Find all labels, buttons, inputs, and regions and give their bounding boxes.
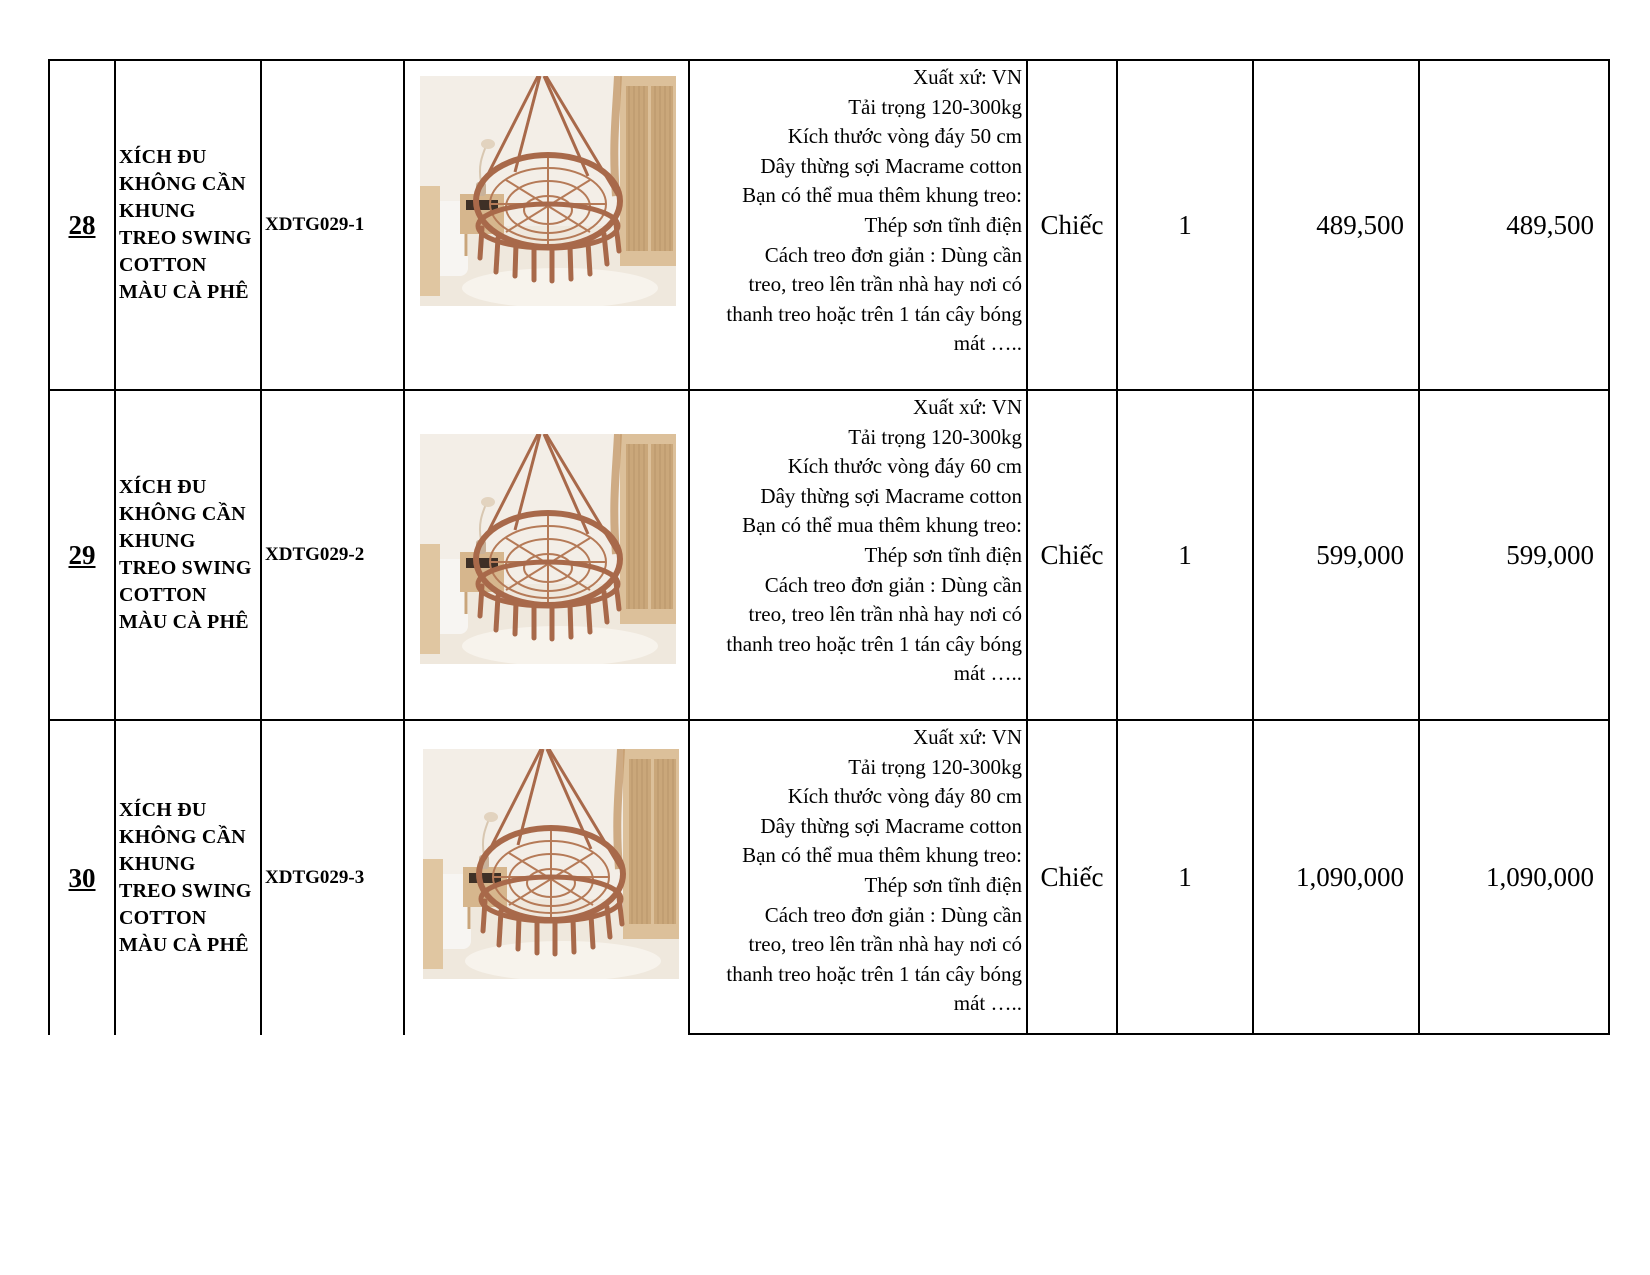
description-line: Bạn có thể mua thêm khung treo: (742, 843, 1022, 868)
product-description-cell (690, 61, 1028, 389)
product-code-cell (262, 61, 405, 389)
description-line: thanh treo hoặc trên 1 tán cây bóng (726, 631, 1022, 656)
product-name-line: XÍCH ĐU (119, 799, 207, 821)
line-total: 599,000 (1506, 539, 1594, 570)
product-name-line: XÍCH ĐU (119, 146, 207, 168)
unit: Chiếc (1040, 209, 1104, 240)
description-line: Kích thước vòng đáy 80 cm (787, 784, 1022, 809)
unit-price: 489,500 (1316, 209, 1404, 240)
description-line: Tải trọng 120-300kg (848, 424, 1022, 449)
row-number-cell (50, 391, 116, 719)
line-total-cell (1420, 391, 1610, 719)
table-row (48, 59, 1610, 391)
unit-price: 599,000 (1316, 539, 1404, 570)
product-name-line: TREO SWING (119, 227, 252, 249)
product-name-line: KHÔNG CẦN (119, 173, 246, 195)
unit-price: 1,090,000 (1296, 861, 1404, 892)
hanging-swing-chair-photo (423, 749, 679, 979)
product-name (116, 797, 252, 959)
product-name-line: MÀU CÀ PHÊ (119, 934, 249, 956)
table-row (48, 721, 1610, 1035)
unit: Chiếc (1040, 539, 1104, 570)
description-line: treo, treo lên trần nhà hay nơi có (748, 602, 1022, 627)
quantity-cell (1118, 61, 1254, 389)
description-line: Dây thừng sợi Macrame cotton (760, 483, 1022, 508)
unit-cell (1028, 61, 1118, 389)
description-line: treo, treo lên trần nhà hay nơi có (748, 272, 1022, 297)
product-name-line: KHUNG (119, 853, 196, 875)
product-description (690, 61, 1026, 359)
description-line: mát ….. (953, 661, 1022, 686)
product-description (690, 721, 1026, 1019)
description-line: Bạn có thể mua thêm khung treo: (742, 183, 1022, 208)
description-line: thanh treo hoặc trên 1 tán cây bóng (726, 301, 1022, 326)
unit-price-cell (1254, 391, 1420, 719)
description-line: Thép sơn tĩnh điện (864, 872, 1022, 897)
description-line: Tải trọng 120-300kg (848, 754, 1022, 779)
description-line: Tải trọng 120-300kg (848, 94, 1022, 119)
description-line: Thép sơn tĩnh điện (864, 212, 1022, 237)
product-code: XDTG029-3 (265, 867, 365, 888)
line-total: 489,500 (1506, 209, 1594, 240)
unit-cell (1028, 391, 1118, 719)
product-name-line: TREO SWING (119, 880, 252, 902)
product-description (690, 391, 1026, 689)
row-number: 29 (68, 539, 96, 570)
line-total-cell (1420, 61, 1610, 389)
quantity: 1 (1178, 861, 1192, 892)
description-line: Kích thước vòng đáy 50 cm (787, 124, 1022, 149)
product-name-line: COTTON (119, 254, 207, 276)
description-line: Xuất xứ: VN (913, 725, 1022, 749)
product-name-cell (116, 61, 262, 389)
description-line: thanh treo hoặc trên 1 tán cây bóng (726, 961, 1022, 986)
product-name-line: COTTON (119, 907, 207, 929)
unit: Chiếc (1040, 861, 1104, 892)
description-line: treo, treo lên trần nhà hay nơi có (748, 932, 1022, 957)
product-code-cell (262, 391, 405, 719)
description-line: Bạn có thể mua thêm khung treo: (742, 513, 1022, 538)
product-image-cell (405, 721, 690, 1035)
table-row (48, 391, 1610, 721)
product-name-line: COTTON (119, 584, 207, 606)
description-line: Xuất xứ: VN (913, 65, 1022, 89)
quantity: 1 (1178, 209, 1192, 240)
product-code: XDTG029-1 (265, 214, 365, 235)
description-line: Kích thước vòng đáy 60 cm (787, 454, 1022, 479)
product-name (116, 474, 252, 636)
line-total-cell (1420, 721, 1610, 1035)
product-image-cell (405, 61, 690, 389)
product-name-line: KHUNG (119, 530, 196, 552)
product-name-line: KHUNG (119, 200, 196, 222)
product-name-cell (116, 721, 262, 1035)
product-image-cell (405, 391, 690, 719)
unit-price-cell (1254, 721, 1420, 1035)
product-name-line: KHÔNG CẦN (119, 826, 246, 848)
description-line: mát ….. (953, 331, 1022, 356)
row-number: 28 (68, 209, 96, 240)
description-line: Dây thừng sợi Macrame cotton (760, 813, 1022, 838)
hanging-swing-chair-photo (420, 76, 676, 306)
product-name-line: TREO SWING (119, 557, 252, 579)
hanging-swing-chair-photo (420, 434, 676, 664)
product-table (48, 59, 1610, 1035)
row-number: 30 (68, 862, 96, 893)
product-name-cell (116, 391, 262, 719)
row-number-cell (50, 61, 116, 389)
product-description-cell (690, 721, 1028, 1035)
description-line: Cách treo đơn giản : Dùng cần (764, 572, 1022, 597)
description-line: Thép sơn tĩnh điện (864, 542, 1022, 567)
quantity-cell (1118, 721, 1254, 1035)
product-code-cell (262, 721, 405, 1035)
description-line: Dây thừng sợi Macrame cotton (760, 153, 1022, 178)
line-total: 1,090,000 (1486, 861, 1594, 892)
unit-cell (1028, 721, 1118, 1035)
product-name-line: MÀU CÀ PHÊ (119, 281, 249, 303)
unit-price-cell (1254, 61, 1420, 389)
product-description-cell (690, 391, 1028, 719)
quantity: 1 (1178, 539, 1192, 570)
description-line: Cách treo đơn giản : Dùng cần (764, 902, 1022, 927)
product-name (116, 144, 252, 306)
description-line: Cách treo đơn giản : Dùng cần (764, 242, 1022, 267)
row-number-cell (50, 721, 116, 1035)
quantity-cell (1118, 391, 1254, 719)
product-name-line: XÍCH ĐU (119, 476, 207, 498)
description-line: Xuất xứ: VN (913, 395, 1022, 419)
product-name-line: KHÔNG CẦN (119, 503, 246, 525)
product-code: XDTG029-2 (265, 544, 365, 565)
product-name-line: MÀU CÀ PHÊ (119, 611, 249, 633)
description-line: mát ….. (953, 991, 1022, 1016)
